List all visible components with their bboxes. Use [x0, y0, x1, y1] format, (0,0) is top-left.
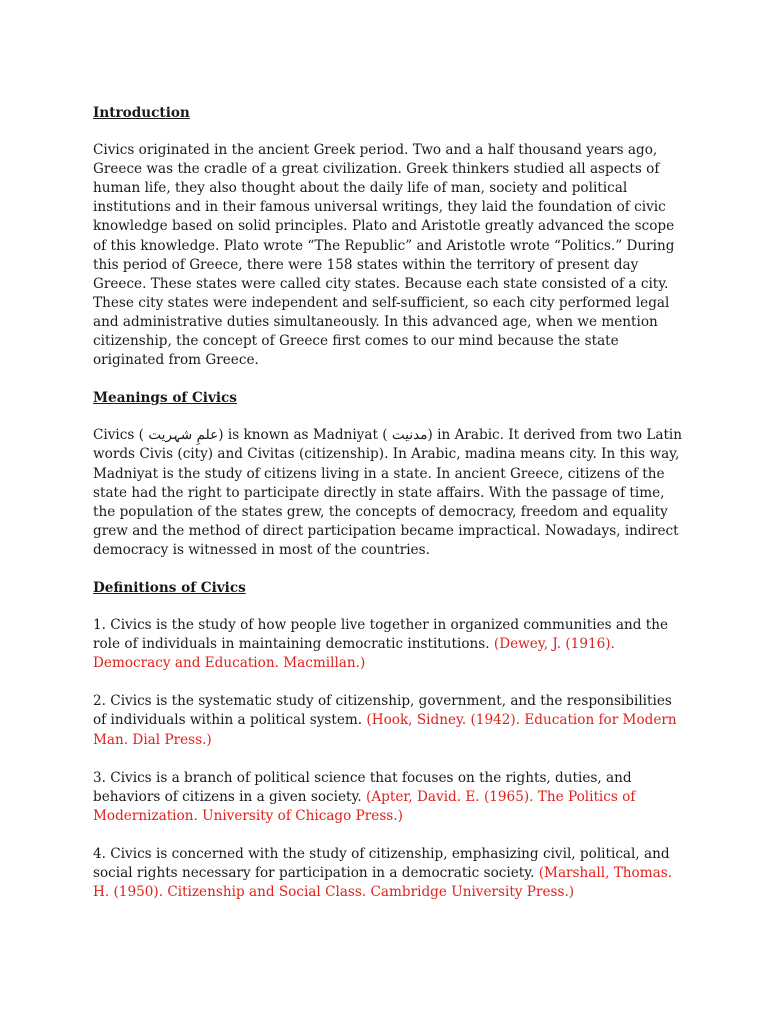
introduction-paragraph: Civics originated in the ancient Greek period. Two and a half thousand years ago, Greece was the cradle of a great civilization. Greek thinkers studied all aspects of human life, they also thought about the daily life of man, society and political institutions and in their famous universal writings, they laid the foundation of civic knowledge based on solid principles. Plato and Aristotle greatly advanced the scope of this knowledge. Plato wrote “The Republic” and Aristotle wrote “Politics.” During this period of Greece, there were 158 states within the territory of present day Greece. These states were called city states. Because each state consisted of a city. These city states were independent and self-sufficient, so each city performed legal and administrative duties simultaneously. In this advanced age, when we mention citizenship, the concept of Greece first comes to our mind because the state originated from Greece.: [93, 142, 675, 369]
document-page: [93, 104, 683, 921]
introduction-section: [93, 104, 683, 370]
definition-reference: (Hook, Sidney. (1942). Education for Modern Man. Dial Press.): [93, 712, 677, 748]
definitions-heading: Definitions of Civics: [93, 579, 246, 596]
meanings-section: [93, 389, 683, 560]
definition-reference: (Marshall, Thomas. H. (1950). Citizenship and Social Class. Cambridge University Press.): [93, 865, 673, 901]
definition-text: 4. Civics is concerned with the study of citizenship, emphasizing civil, political, and social rights necessary for participation in a democratic society.: [93, 845, 670, 881]
definition-item: [93, 616, 683, 673]
definition-item: [93, 769, 683, 826]
definition-text: 3. Civics is a branch of political science that focuses on the rights, duties, and behaviors of citizens in a given society.: [93, 769, 632, 805]
definition-reference: (Apter, David. E. (1965). The Politics of Modernization. University of Chicago Press.): [93, 788, 636, 824]
definition-text: 2. Civics is the systematic study of citizenship, government, and the responsibilities of individuals within a political system.: [93, 693, 672, 729]
meanings-paragraph: Civics ( علمِ شہریت) is known as Madniyat ( مدنیت) in Arabic. It derived from two Latin words Civis (city) and Civitas (citizenship). In Arabic, madina means city. In this way, Madniyat is the study of citizens living in a state. In ancient Greece, citizens of the state had the right to participate directly in state affairs. With the passage of time, the population of the states grew, the concepts of democracy, freedom and equality grew and the method of direct participation became impractical. Nowadays, indirect democracy is witnessed in most of the countries.: [93, 427, 683, 558]
definitions-section: [93, 579, 683, 902]
definition-text: 1. Civics is the study of how people live together in organized communities and the role of individuals in maintaining democratic institutions.: [93, 617, 669, 653]
meanings-heading: Meanings of Civics: [93, 390, 237, 407]
definition-item: [93, 692, 683, 749]
definition-item: [93, 845, 683, 902]
introduction-heading: Introduction: [93, 105, 190, 121]
definition-reference: (Dewey, J. (1916). Democracy and Education. Macmillan.): [93, 636, 615, 672]
